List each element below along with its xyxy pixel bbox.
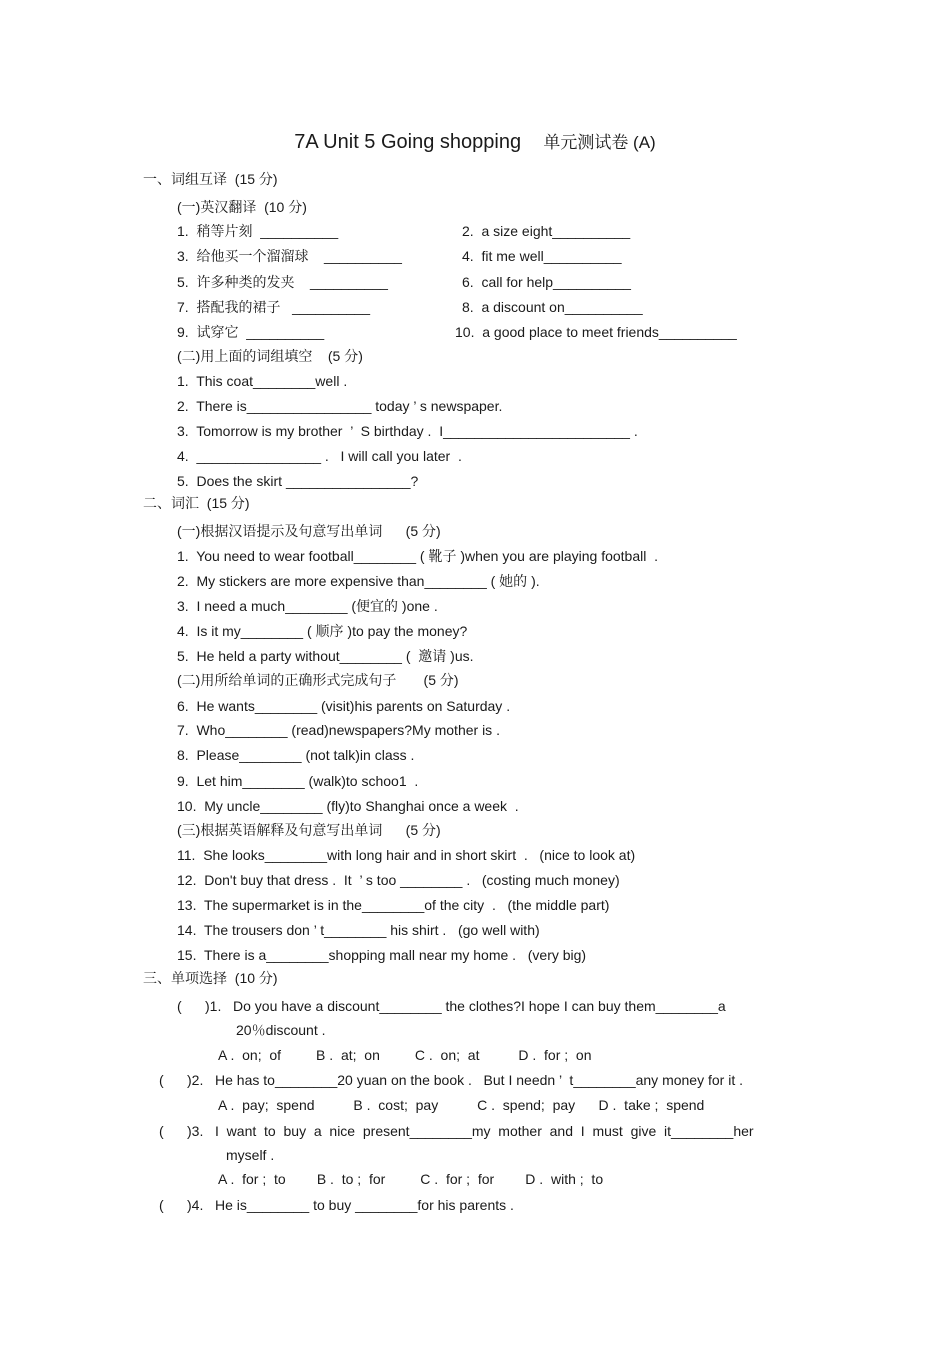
answer-options: A . on; of B . at; on C . on; at D . for ; on — [218, 1047, 592, 1063]
section2-partC-heading: (三)根据英语解释及句意写出单词 (5 分) — [177, 822, 441, 838]
question-text: 稍等片刻 __________ — [196, 223, 339, 239]
question-item — [462, 247, 622, 265]
question-number: 15. — [177, 947, 197, 963]
question-number: 2. — [177, 573, 189, 589]
question-text: There is a________shopping mall near my home . (very big) — [204, 947, 587, 963]
section2-heading: 二、词汇 (15 分) — [143, 495, 250, 511]
title-sub: 单元测试卷 (A) — [543, 133, 656, 152]
question-item — [177, 222, 338, 240]
question-text: Please________ (not talk)in class . — [196, 747, 415, 763]
question-text: I need a much________ (便宜的 )one . — [196, 598, 438, 614]
question-stem: He has to________20 yuan on the book . But I needn ’ t________any money for it . — [215, 1072, 743, 1088]
section3-heading: 三、单项选择 (10 分) — [143, 970, 278, 986]
question-item — [177, 622, 467, 640]
question-text: a good place to meet friends__________ — [482, 324, 737, 340]
question-text: 给他买一个溜溜球 __________ — [196, 248, 402, 264]
question-text: Who________ (read)newspapers?My mother is . — [196, 722, 500, 738]
question-item — [177, 572, 540, 590]
question-text: My stickers are more expensive than________ ( 她的 ). — [196, 573, 540, 589]
question-item — [455, 323, 737, 341]
question-text: fit me well__________ — [481, 248, 622, 264]
question-text: 许多种类的发夹 __________ — [196, 274, 388, 290]
question-number: 2. — [177, 398, 189, 414]
question-text: The trousers don ’ t________ his shirt . (go well with) — [204, 922, 540, 938]
question-number: 3. — [177, 423, 189, 439]
answer-bracket[interactable]: ( )1. — [177, 998, 222, 1014]
question-item — [177, 921, 540, 939]
question-text: Don't buy that dress . It ’ s too ________ . (costing much money) — [204, 872, 620, 888]
question-number: 1. — [177, 548, 189, 564]
question-item — [177, 273, 388, 291]
question-number: 12. — [177, 872, 197, 888]
answer-bracket[interactable]: ( )3. — [159, 1123, 204, 1139]
question-stem-cont: 20％discount . — [236, 1022, 326, 1038]
question-text: 搭配我的裙子 __________ — [196, 299, 370, 315]
question-number: 11. — [177, 847, 196, 863]
mc-question — [159, 1071, 743, 1089]
question-number: 9. — [177, 324, 189, 340]
question-number: 1. — [177, 223, 189, 239]
question-item — [177, 323, 324, 341]
answer-options: A . for ; to B . to ; for C . for ; for D . with ; to — [218, 1171, 604, 1187]
title-main: 7A Unit 5 Going shopping — [294, 131, 522, 153]
question-text: This coat________well . — [196, 373, 348, 389]
question-number: 4. — [462, 248, 474, 264]
question-item — [177, 871, 620, 889]
question-text: Does the skirt ________________? — [196, 473, 419, 489]
question-text: There is________________ today ’ s newspaper. — [196, 398, 503, 414]
answer-bracket[interactable]: ( )2. — [159, 1072, 204, 1088]
question-item — [177, 298, 370, 316]
answer-bracket[interactable]: ( )4. — [159, 1197, 204, 1213]
question-number: 7. — [177, 722, 189, 738]
section2-partB-heading: (二)用所给单词的正确形式完成句子 (5 分) — [177, 672, 459, 688]
question-text: ________________ . I will call you later . — [196, 448, 462, 464]
question-text: a size eight__________ — [481, 223, 631, 239]
question-number: 13. — [177, 897, 197, 913]
question-text: 试穿它 __________ — [196, 324, 325, 340]
question-text: a discount on__________ — [481, 299, 643, 315]
question-number: 5. — [177, 274, 189, 290]
question-item — [462, 298, 643, 316]
mc-question — [159, 1196, 514, 1214]
question-text: She looks________with long hair and in short skirt . (nice to look at) — [203, 847, 636, 863]
mc-question — [159, 1122, 754, 1140]
question-stem: Do you have a discount________ the clothes?I hope I can buy them________a — [233, 998, 726, 1014]
question-item — [462, 273, 631, 291]
section1-heading: 一、词组互译 (15 分) — [143, 171, 278, 187]
question-number: 4. — [177, 448, 189, 464]
section1-partA-heading: (一)英汉翻译 (10 分) — [177, 199, 307, 215]
question-stem-cont: myself . — [226, 1147, 275, 1163]
question-text: You need to wear football________ ( 靴子 )when you are playing football . — [196, 548, 659, 564]
question-text: The supermarket is in the________of the city . (the middle part) — [204, 897, 610, 913]
question-item — [177, 721, 500, 739]
question-item — [177, 372, 347, 390]
question-item — [177, 397, 502, 415]
question-number: 14. — [177, 922, 197, 938]
question-text: My uncle________ (fly)to Shanghai once a week . — [204, 798, 519, 814]
question-text: He held a party without________ ( 邀请 )us. — [196, 648, 474, 664]
question-number: 1. — [177, 373, 189, 389]
question-text: Is it my________ ( 顺序 )to pay the money? — [196, 623, 468, 639]
question-item — [177, 647, 474, 665]
question-number: 2. — [462, 223, 474, 239]
answer-options: A . pay; spend B . cost; pay C . spend; pay D . take ; spend — [218, 1097, 705, 1113]
question-number: 7. — [177, 299, 189, 315]
question-item — [177, 472, 418, 490]
question-item — [177, 946, 586, 964]
question-text: Tomorrow is my brother ’ S birthday . I________________________ . — [196, 423, 638, 439]
question-number: 6. — [177, 698, 189, 714]
question-text: Let him________ (walk)to schoo1 . — [196, 773, 419, 789]
question-item — [462, 222, 630, 240]
question-item — [177, 547, 658, 565]
question-number: 8. — [462, 299, 474, 315]
question-item — [177, 697, 510, 715]
question-item — [177, 247, 402, 265]
question-number: 5. — [177, 473, 189, 489]
question-number: 3. — [177, 598, 189, 614]
question-item — [177, 746, 414, 764]
question-number: 9. — [177, 773, 189, 789]
question-stem: I want to buy a nice present________my mother and I must give it________her — [215, 1123, 754, 1139]
question-number: 8. — [177, 747, 189, 763]
question-item — [177, 797, 519, 815]
question-item — [177, 597, 438, 615]
question-number: 5. — [177, 648, 189, 664]
question-item — [177, 447, 462, 465]
mc-question — [177, 997, 726, 1015]
page-title — [0, 128, 950, 154]
question-number: 3. — [177, 248, 189, 264]
section2-partA-heading: (一)根据汉语提示及句意写出单词 (5 分) — [177, 523, 441, 539]
question-item — [177, 422, 638, 440]
question-item — [177, 846, 635, 864]
question-number: 10. — [455, 324, 475, 340]
question-number: 6. — [462, 274, 474, 290]
section1-partB-heading: (二)用上面的词组填空 (5 分) — [177, 348, 363, 364]
question-item — [177, 896, 609, 914]
question-number: 4. — [177, 623, 189, 639]
question-text: call for help__________ — [481, 274, 631, 290]
question-item — [177, 772, 418, 790]
question-text: He wants________ (visit)his parents on Saturday . — [196, 698, 511, 714]
question-number: 10. — [177, 798, 197, 814]
question-stem: He is________ to buy ________for his parents . — [215, 1197, 514, 1213]
